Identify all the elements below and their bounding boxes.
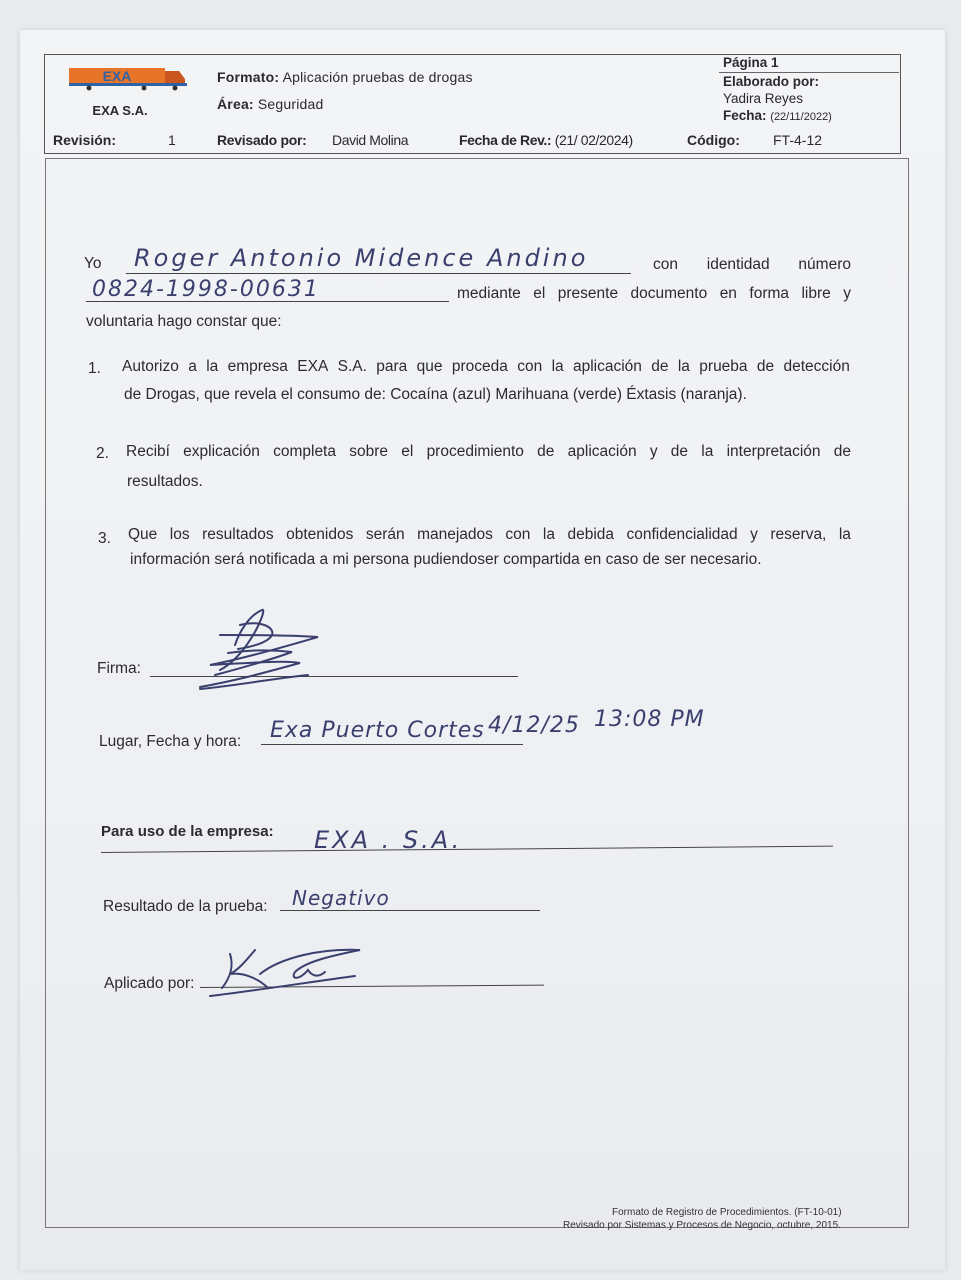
name-line xyxy=(126,273,631,274)
item-2-word: completa xyxy=(273,443,336,460)
item-1-word: detección xyxy=(783,358,850,375)
fecha-handwritten: 4/12/25 xyxy=(488,713,580,738)
elaborado-value: Yadira Reyes xyxy=(723,91,804,106)
revisado-value: David Molina xyxy=(332,132,409,148)
voluntaria-text: voluntaria hago constar que: xyxy=(86,313,282,330)
lugar-handwritten: Exa Puerto Cortes xyxy=(270,718,485,743)
item-1-word: la xyxy=(551,358,564,375)
item-2-word: interpretación xyxy=(726,443,821,460)
item-1-word: de xyxy=(756,358,775,375)
fecha-rev-value: (21/ 02/2024) xyxy=(554,132,633,148)
item-3-word: la xyxy=(542,526,555,543)
item-2-line1 xyxy=(126,443,851,461)
pagina-text: Página 1 xyxy=(723,55,779,70)
item-3-number: 3. xyxy=(98,530,111,547)
item-3-word: manejados xyxy=(417,526,493,543)
presente-text: presente xyxy=(557,285,619,302)
revision-value: 1 xyxy=(168,132,176,148)
item-3-word: confidencialidad xyxy=(626,526,738,543)
item-3-line2: información será notificada a mi persona pudiendoser compartida en caso de ser necesario. xyxy=(130,551,762,568)
fecha-rev-label: Fecha de Rev.: xyxy=(459,132,552,148)
item-2-word: el xyxy=(401,443,414,460)
item-3-word: los xyxy=(169,526,190,543)
y-text: y xyxy=(843,285,851,302)
item-2-word: procedimiento xyxy=(426,443,524,460)
area-label: Área: xyxy=(217,96,254,112)
documento-text: documento xyxy=(630,285,708,302)
item-1-word: a xyxy=(188,358,197,375)
item-1-word: aplicación xyxy=(572,358,642,375)
resultado-line xyxy=(280,910,540,911)
codigo-value: FT-4-12 xyxy=(773,132,823,148)
formato-value: Aplicación pruebas de drogas xyxy=(282,69,473,85)
info-divider xyxy=(719,72,899,73)
item-1-word: proceda xyxy=(451,358,508,375)
item-2-word: y xyxy=(649,443,658,460)
item-3-word: debida xyxy=(567,526,614,543)
name-handwritten: Roger Antonio Midence Andino xyxy=(134,244,589,272)
revisado-label: Revisado por: xyxy=(217,132,307,148)
revision-label: Revisión: xyxy=(53,132,117,148)
item-1-word: de xyxy=(651,358,669,375)
item-3-word: con xyxy=(505,526,531,543)
item-2-word: la xyxy=(701,443,714,460)
libre-text: libre xyxy=(801,285,831,302)
item-2-word: de xyxy=(537,443,555,460)
item-2-word: de xyxy=(833,443,851,460)
item-1-word: con xyxy=(517,358,543,375)
logo-badge-text: EXA xyxy=(102,68,132,84)
item-3-word: resultados xyxy=(202,526,274,543)
footer-line2: Revisado por Sistemas y Procesos de Negocio, octubre, 2015. xyxy=(563,1220,841,1231)
logo-cell xyxy=(45,55,209,127)
firma-label: Firma: xyxy=(97,660,141,677)
aplicado-label: Aplicado por: xyxy=(104,975,195,992)
item-2-line2: resultados. xyxy=(127,473,203,490)
format-cell xyxy=(209,55,719,127)
lugar-line xyxy=(261,744,523,745)
signature-drawing xyxy=(180,605,330,695)
item-3-word: la xyxy=(838,526,851,543)
exa-truck-logo xyxy=(69,65,187,91)
item-1-word: la xyxy=(677,358,690,375)
forma-text: forma xyxy=(749,285,790,302)
item-1-line2: de Drogas, que revela el consumo de: Cocaína (azul) Marihuana (verde) Éxtasis (naranja). xyxy=(124,386,747,403)
item-1-word: EXA xyxy=(297,358,329,375)
id-handwritten: 0824-1998-00631 xyxy=(92,277,320,302)
footer-line1: Formato de Registro de Procedimientos. (FT-10-01) xyxy=(612,1207,842,1218)
item-1-word: Autorizo xyxy=(122,358,179,375)
item-3-word: serán xyxy=(365,526,405,543)
item-2-number: 2. xyxy=(96,445,109,462)
item-2-word: aplicación xyxy=(567,443,637,460)
item-1-word: prueba xyxy=(699,358,748,375)
item-1-line1 xyxy=(122,358,850,376)
el-text: el xyxy=(533,285,546,302)
item-1-word: empresa xyxy=(227,358,288,375)
en-text: en xyxy=(719,285,737,302)
item-1-word: para xyxy=(376,358,408,375)
empresa-handwritten: EXA . S.A. xyxy=(314,826,463,854)
item-1-number: 1. xyxy=(88,360,101,377)
item-1-word: la xyxy=(206,358,219,375)
elaborado-label: Elaborado por: xyxy=(723,74,820,89)
company-name: EXA S.A. xyxy=(92,103,148,118)
con-text: con xyxy=(653,256,678,273)
item-2-word: explicación xyxy=(183,443,260,460)
lugar-label: Lugar, Fecha y hora: xyxy=(99,733,242,750)
item-3-word: Que xyxy=(128,526,158,543)
fecha-value: (22/11/2022) xyxy=(770,111,832,123)
item-3-word: reserva, xyxy=(770,526,827,543)
item-2-word: de xyxy=(670,443,689,460)
aplicado-signature-drawing xyxy=(200,940,370,1000)
formato-label: Formato: xyxy=(217,69,280,85)
hora-handwritten: 13:08 PM xyxy=(594,707,705,732)
yo-text: Yo xyxy=(84,255,102,272)
resultado-handwritten: Negativo xyxy=(292,886,390,910)
item-3-word: obtenidos xyxy=(286,526,354,543)
codigo-label: Código: xyxy=(687,132,740,148)
item-2-word: sobre xyxy=(349,443,389,460)
item-1-word: S.A. xyxy=(337,358,367,375)
mediante-text: mediante xyxy=(457,285,521,302)
document-header-table xyxy=(44,54,901,154)
numero-text: número xyxy=(798,256,851,273)
item-2-word: Recibí xyxy=(126,443,170,460)
empresa-label: Para uso de la empresa: xyxy=(101,823,274,840)
info-cell xyxy=(719,55,899,127)
area-value: Seguridad xyxy=(257,96,324,112)
item-3-line1 xyxy=(128,526,851,544)
identidad-text: identidad xyxy=(706,256,770,273)
item-3-word: y xyxy=(750,526,758,543)
resultado-label: Resultado de la prueba: xyxy=(103,898,268,915)
item-1-word: que xyxy=(416,358,443,375)
fecha-label: Fecha: xyxy=(723,108,767,123)
